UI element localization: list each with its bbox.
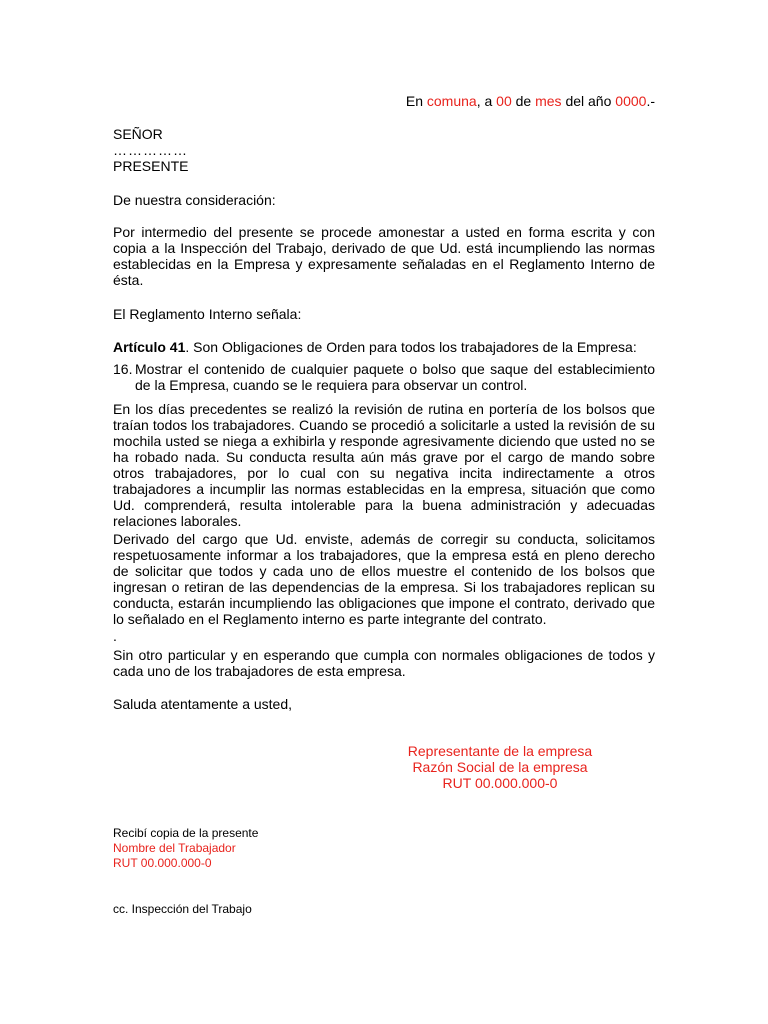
addressee-title: SEÑOR xyxy=(113,126,163,142)
closing-salutation: Saluda atentamente a usted, xyxy=(113,696,293,712)
date-month-placeholder: mes xyxy=(535,93,562,109)
paragraph-2: En los días precedentes se realizó la revisión de rutina en portería de los bolsos que traían todos los trabajadores. Cuando se procedió a solicitarle a usted la revisión de su mochila usted se niega a exhibirla y responde agresivamente diciendo que usted no se ha robado nada. Su conducta resulta aún más grave por el cargo de mando sobre otros trabajadores, por lo cual con su negativa incita indirectamente a otros trabajadores a incumplir las normas establecidas en la empresa, situación que como Ud. comprenderá, resulta intolerable para la buena administración y adecuadas relaciones laborales. xyxy=(113,401,655,529)
date-line xyxy=(406,93,655,109)
article-text: . Son Obligaciones de Orden para todos los trabajadores de la Empresa: xyxy=(185,339,637,355)
stray-dot: . xyxy=(113,628,117,644)
signature-company-rut: RUT 00.000.000-0 xyxy=(442,775,558,791)
reglamento-intro: El Reglamento Interno señala: xyxy=(113,306,302,322)
date-day-placeholder: 00 xyxy=(496,93,512,109)
addressee-presente: PRESENTE xyxy=(113,158,189,174)
list-item-text: Mostrar el contenido de cualquier paquete o bolso que saque del establecimiento de la Empresa, cuando se le requiera para observar un control. xyxy=(135,361,655,393)
greeting: De nuestra consideración: xyxy=(113,192,276,208)
cc-line: cc. Inspección del Trabajo xyxy=(113,902,252,916)
date-sep2: de xyxy=(511,93,536,109)
date-suffix: .- xyxy=(646,93,655,109)
paragraph-3: Derivado del cargo que Ud. enviste, además de corregir su conducta, solicitamos respetuosamente informar a los trabajadores, que la empresa está en pleno derecho de solicitar que todos y cada uno de ellos muestre el contenido de los bolsos que ingresan o retiran de las dependencias de la empresa. Si los trabajadores replican su conducta, estarán incumpliendo las obligaciones que impone el contrato, derivado que lo señalado en el Reglamento interno es parte integrante del contrato. xyxy=(113,531,655,627)
date-year-placeholder: 0000 xyxy=(615,93,647,109)
signature-company-name: Razón Social de la empresa xyxy=(412,759,588,775)
signature-representative: Representante de la empresa xyxy=(407,743,593,759)
date-comuna-placeholder: comuna xyxy=(426,93,477,109)
receipt-worker-rut: RUT 00.000.000-0 xyxy=(113,856,212,870)
receipt-label: Recibí copia de la presente xyxy=(113,826,259,840)
list-item-number: 16. xyxy=(113,361,133,377)
list-item-16 xyxy=(113,361,655,393)
date-prefix: En xyxy=(405,93,427,109)
article-41-line xyxy=(113,339,655,355)
paragraph-4: Sin otro particular y en esperando que cumpla con normales obligaciones de todos y cada uno de los trabajadores de esta empresa. xyxy=(113,647,655,679)
receipt-worker-name: Nombre del Trabajador xyxy=(113,841,236,855)
signature-block xyxy=(390,743,610,791)
paragraph-1: Por intermedio del presente se procede amonestar a usted en forma escrita y con copia a la Inspección del Trabajo, derivado de que Ud. está incumpliendo las normas establecidas en la Empresa y expresamente señaladas en el Reglamento Interno de ésta. xyxy=(113,224,655,288)
article-label: Artículo 41 xyxy=(113,339,186,355)
addressee-dots: …………… xyxy=(113,142,188,158)
date-sep1: , a xyxy=(476,93,497,109)
date-sep3: del año xyxy=(561,93,616,109)
